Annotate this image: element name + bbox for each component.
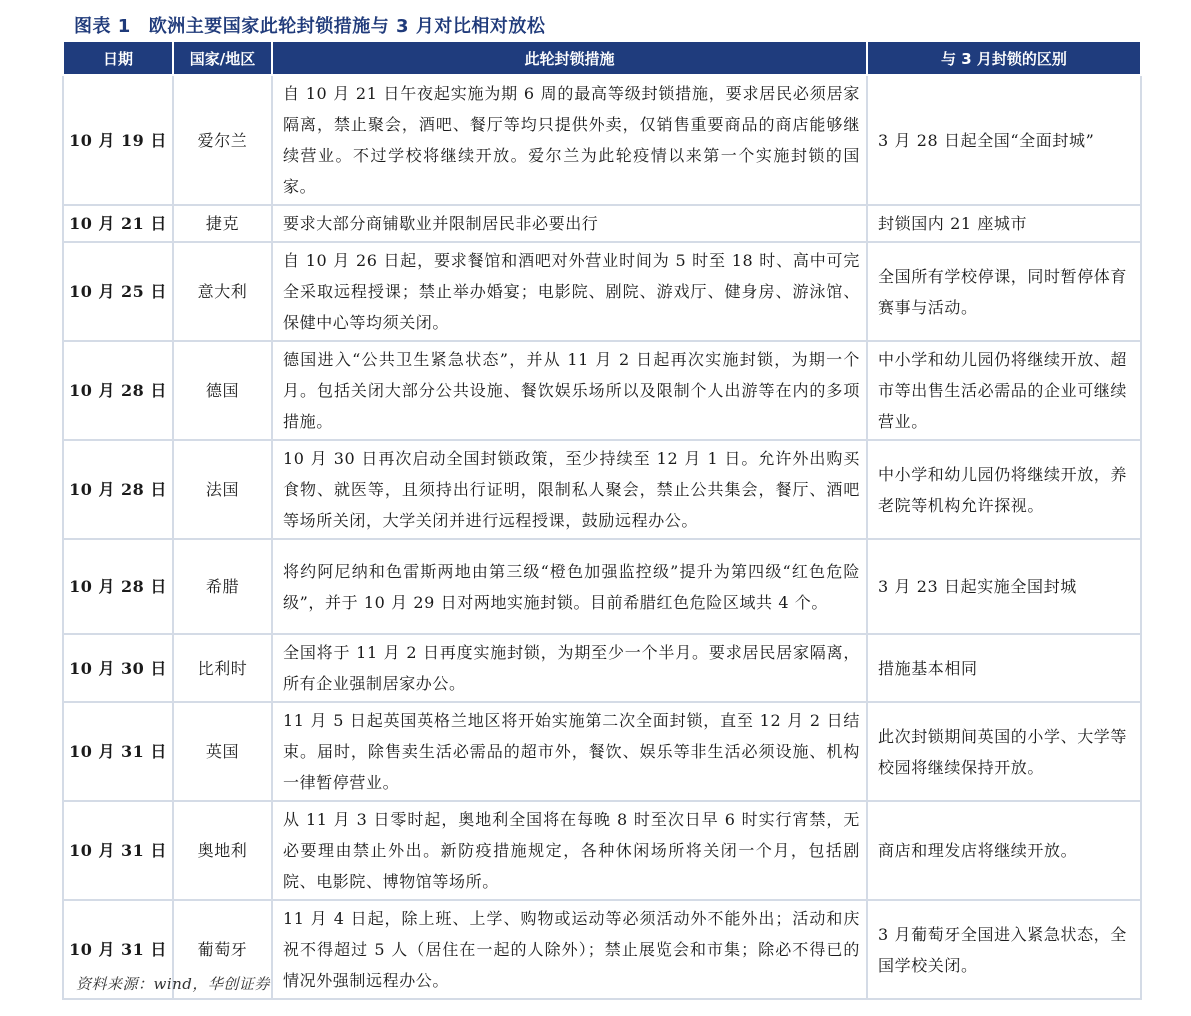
cell-measure: 自 10 月 26 日起，要求餐馆和酒吧对外营业时间为 5 时至 18 时、高中可完全采取远程授课；禁止举办婚宴；电影院、剧院、游戏厅、健身房、游泳馆、保健中心等均须关闭。 [272,242,867,341]
header-date: 日期 [63,42,173,75]
header-measure: 此轮封锁措施 [272,42,867,75]
cell-measure: 要求大部分商铺歇业并限制居民非必要出行 [272,205,867,242]
table-row [63,702,1141,801]
cell-country: 葡萄牙 [173,900,272,999]
cell-country: 奥地利 [173,801,272,900]
cell-difference: 3 月 28 日起全国“全面封城” [867,75,1141,205]
cell-measure: 11 月 5 日起英国英格兰地区将开始实施第二次全面封锁，直至 12 月 2 日结束。届时，除售卖生活必需品的超市外，餐饮、娱乐等非生活必须设施、机构一律暂停营业。 [272,702,867,801]
cell-measure: 从 11 月 3 日零时起，奥地利全国将在每晚 8 时至次日早 6 时实行宵禁，无必要理由禁止外出。新防疫措施规定，各种休闲场所将关闭一个月，包括剧院、电影院、博物馆等场所。 [272,801,867,900]
cell-country: 德国 [173,341,272,440]
cell-date: 10 月 31 日 [63,801,173,900]
source-note: 资料来源：wind，华创证券 [76,975,270,993]
cell-measure: 11 月 4 日起，除上班、上学、购物或运动等必须活动外不能外出；活动和庆祝不得超过 5 人（居住在一起的人除外）；禁止展览会和市集；除必不得已的情况外强制远程办公。 [272,900,867,999]
cell-country: 比利时 [173,634,272,702]
cell-date: 10 月 31 日 [63,702,173,801]
header-difference: 与 3 月封锁的区别 [867,42,1141,75]
table-row [63,440,1141,539]
table-row [63,75,1141,205]
table-row [63,205,1141,242]
cell-difference: 封锁国内 21 座城市 [867,205,1141,242]
figure-title [74,12,545,38]
cell-difference: 措施基本相同 [867,634,1141,702]
cell-measure: 将约阿尼纳和色雷斯两地由第三级“橙色加强监控级”提升为第四级“红色危险级”，并于 10 月 29 日对两地实施封锁。目前希腊红色危险区域共 4 个。 [272,539,867,634]
table-header-row [63,42,1141,75]
figure-title-text: 欧洲主要国家此轮封锁措施与 3 月对比相对放松 [148,16,546,37]
cell-date: 10 月 30 日 [63,634,173,702]
cell-date: 10 月 25 日 [63,242,173,341]
cell-difference: 3 月葡萄牙全国进入紧急状态，全国学校关闭。 [867,900,1141,999]
cell-difference: 3 月 23 日起实施全国封城 [867,539,1141,634]
cell-difference: 商店和理发店将继续开放。 [867,801,1141,900]
cell-country: 希腊 [173,539,272,634]
cell-date: 10 月 28 日 [63,341,173,440]
lockdown-policy-table [62,42,1142,1000]
table-row [63,242,1141,341]
cell-measure: 全国将于 11 月 2 日再度实施封锁，为期至少一个半月。要求居民居家隔离，所有企业强制居家办公。 [272,634,867,702]
table-row [63,634,1141,702]
cell-difference: 中小学和幼儿园仍将继续开放，养老院等机构允许探视。 [867,440,1141,539]
cell-measure: 德国进入“公共卫生紧急状态”，并从 11 月 2 日起再次实施封锁，为期一个月。包括关闭大部分公共设施、餐饮娱乐场所以及限制个人出游等在内的多项措施。 [272,341,867,440]
cell-country: 捷克 [173,205,272,242]
cell-country: 爱尔兰 [173,75,272,205]
cell-country: 法国 [173,440,272,539]
cell-date: 10 月 28 日 [63,440,173,539]
table-row [63,801,1141,900]
cell-date: 10 月 31 日 [63,900,173,999]
cell-measure: 自 10 月 21 日午夜起实施为期 6 周的最高等级封锁措施，要求居民必须居家隔离，禁止聚会，酒吧、餐厅等均只提供外卖，仅销售重要商品的商店能够继续营业。不过学校将继续开放。爱尔兰为此轮疫情以来第一个实施封锁的国家。 [272,75,867,205]
table-row [63,341,1141,440]
cell-measure: 10 月 30 日再次启动全国封锁政策，至少持续至 12 月 1 日。允许外出购买食物、就医等，且须持出行证明，限制私人聚会，禁止公共集会，餐厅、酒吧等场所关闭，大学关闭并进行远程授课，鼓励远程办公。 [272,440,867,539]
cell-difference: 中小学和幼儿园仍将继续开放、超市等出售生活必需品的企业可继续营业。 [867,341,1141,440]
cell-date: 10 月 21 日 [63,205,173,242]
cell-difference: 全国所有学校停课，同时暂停体育赛事与活动。 [867,242,1141,341]
cell-difference: 此次封锁期间英国的小学、大学等校园将继续保持开放。 [867,702,1141,801]
figure-label: 图表 1 [74,16,131,37]
header-country: 国家/地区 [173,42,272,75]
cell-country: 意大利 [173,242,272,341]
cell-country: 英国 [173,702,272,801]
cell-date: 10 月 28 日 [63,539,173,634]
cell-date: 10 月 19 日 [63,75,173,205]
table-row [63,539,1141,634]
